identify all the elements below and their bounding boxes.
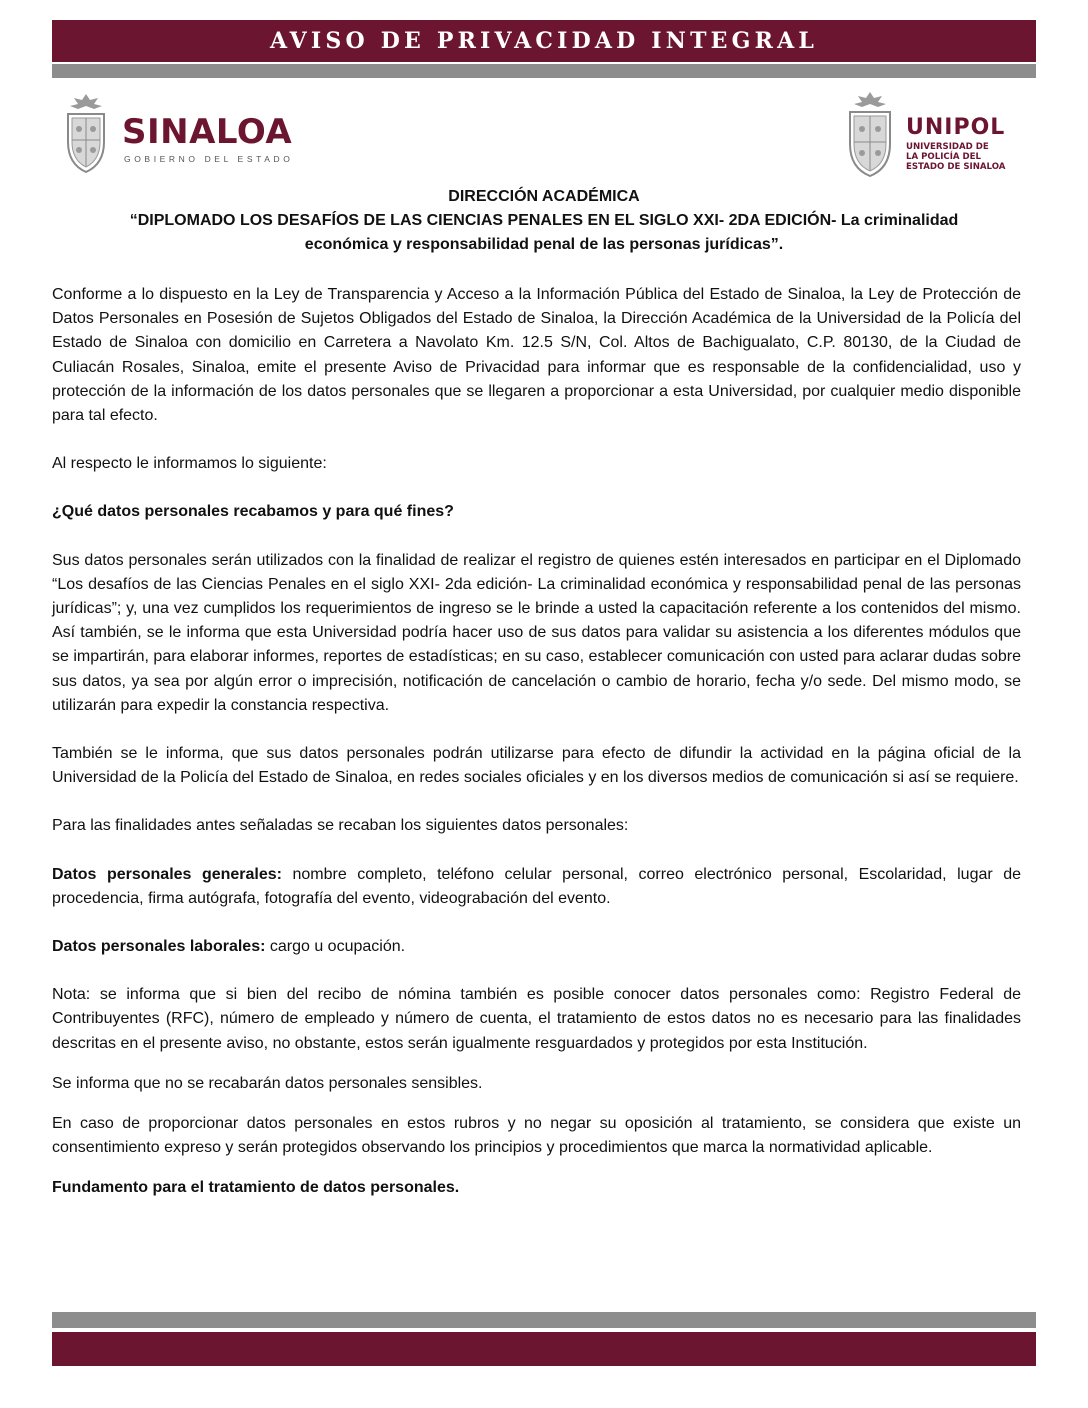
nota-paragraph: Nota: se informa que si bien del recibo de nómina también es posible conocer datos personales como: Registro Federal de Contribuyentes (RFC), número de empleado y número de cuenta, el tratamiento de estos datos no es necesario para las finalidades descritas en el presente aviso, no obstante, estos serán igualmente resguardados y protegidos por esta Institución. bbox=[52, 986, 1021, 1052]
datos-generales-label: Datos personales generales: bbox=[52, 865, 282, 883]
unipol-logo-text: UNIPOL bbox=[906, 115, 1006, 140]
bottom-gray-divider bbox=[52, 1312, 1036, 1328]
unipol-logo-line: UNIVERSIDAD DE bbox=[906, 142, 989, 152]
datos-laborales-label: Datos personales laborales: bbox=[52, 938, 266, 956]
section-heading-fines: ¿Qué datos personales recabamos y para qué fines? bbox=[52, 503, 454, 521]
difusion-paragraph: También se le informa, que sus datos personales podrán utilizarse para efecto de difundir la actividad en la página oficial de la Universidad de la Policía del Estado de Sinaloa, en redes sociales oficiales y en los diversos medios de comunicación si así se requiere. bbox=[52, 745, 1021, 787]
unipol-logo-line: LA POLICÍA DEL bbox=[906, 152, 982, 162]
document-heading bbox=[52, 185, 1036, 257]
heading-title-line: económica y responsabilidad penal de las personas jurídicas”. bbox=[304, 236, 784, 253]
sinaloa-logo-subtitle: GOBIERNO DEL ESTADO bbox=[124, 154, 294, 164]
sinaloa-logo bbox=[60, 92, 310, 176]
unipol-logo-line: ESTADO DE SINALOA bbox=[906, 162, 1006, 172]
consentimiento-paragraph: En caso de proporcionar datos personales en estos rubros y no negar su oposición al tratamiento, se considera que existe un consentimiento expreso y serán protegidos observando los principios y procedimientos que marca la normatividad aplicable. bbox=[52, 1115, 1021, 1157]
fines-paragraph: Sus datos personales serán utilizados con la finalidad de realizar el registro de quienes estén interesados en participar en el Diplomado “Los desafíos de las Ciencias Penales en el siglo XXI- 2da edición- La criminalidad económica y responsabilidad penal de las personas jurídicas”; y, una vez cumplidos los requerimientos de ingreso se le brinde a usted la capacitación referente a los contenidos del mismo. Así también, se le informa que esta Universidad podría hacer uso de sus datos para validar su asistencia a los diferentes módulos que se impartirán, para elaborar informes, reportes de estadísticas; en su caso, establecer comunicación con usted para aclarar dudas sobre sus datos, ya sea por algún error o imprecisión, notificación de cancelación o cambio de horario, fecha y/o sede. Del mismo modo, se utilizarán para expedir la constancia respectiva. bbox=[52, 551, 1021, 714]
heading-title-line: “DIPLOMADO LOS DESAFÍOS DE LAS CIENCIAS PENALES EN EL SIGLO XXI- 2DA EDICIÓN- La criminalidad bbox=[129, 212, 959, 229]
datos-laborales-paragraph bbox=[52, 935, 1021, 959]
section-heading-fundamento: Fundamento para el tratamiento de datos personales. bbox=[52, 1179, 460, 1197]
bottom-banner bbox=[52, 1332, 1036, 1366]
page-banner-title: AVISO DE PRIVACIDAD INTEGRAL bbox=[52, 20, 1036, 62]
respecto-paragraph: Al respecto le informamos lo siguiente: bbox=[52, 455, 327, 473]
unipol-seal-icon bbox=[842, 90, 898, 180]
top-gray-divider bbox=[52, 64, 1036, 78]
sensibles-paragraph: Se informa que no se recabarán datos personales sensibles. bbox=[52, 1074, 483, 1092]
unipol-logo bbox=[842, 90, 1032, 182]
intro-paragraph: Conforme a lo dispuesto en la Ley de Transparencia y Acceso a la Información Pública del Estado de Sinaloa, la Ley de Protección de Datos Personales en Posesión de Sujetos Obligados del Estado de Sinaloa, la Dirección Académica de la Universidad de la Policía del Estado de Sinaloa con domicilio en Carretera a Navolato Km. 12.5 S/N, Col. Altos de Bachigualato, C.P. 80130, de la Ciudad de Culiacán Rosales, Sinaloa, emite el presente Aviso de Privacidad para informar que es responsable de la confidencialidad, uso y protección de la información de los datos personales que se llegaren a proporcionar a esta Universidad, por cualquier medio disponible para tal efecto. bbox=[52, 286, 1021, 425]
finalidades-paragraph: Para las finalidades antes señaladas se recaban los siguientes datos personales: bbox=[52, 817, 629, 835]
heading-department: DIRECCIÓN ACADÉMICA bbox=[448, 188, 640, 205]
document-body bbox=[52, 283, 1021, 1201]
datos-laborales-text: cargo u ocupación. bbox=[265, 938, 406, 956]
datos-generales-text: nombre completo, teléfono celular personal, correo electrónico personal, Escolaridad, lugar de procedencia, firma autógrafa, fotografía del evento, videograbación del evento. bbox=[52, 865, 1021, 907]
sinaloa-logo-text: SINALOA bbox=[122, 112, 293, 152]
datos-generales-paragraph bbox=[52, 863, 1021, 911]
sinaloa-seal-icon bbox=[60, 92, 112, 176]
